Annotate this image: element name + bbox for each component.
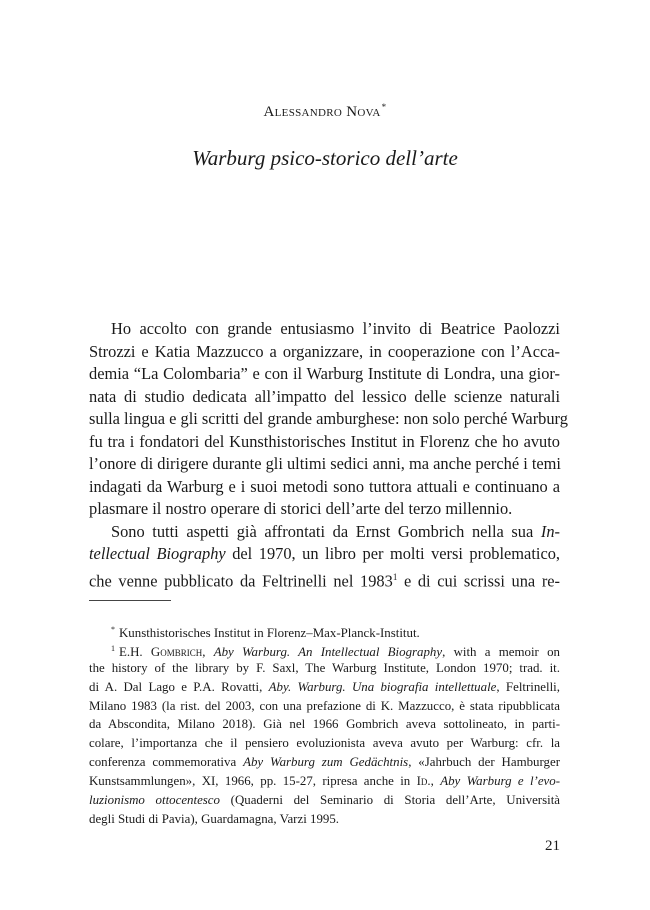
body-line <box>89 543 560 566</box>
footnote-text: Kunstsammlungen», XI, 1966, pp. 15-27, ripresa anche in <box>89 774 417 789</box>
book-title-italic: Aby Warburg zum Gedächtnis <box>243 755 409 770</box>
body-line: nata di studio dedicata all’impatto del lessico delle scienze naturali <box>89 386 560 406</box>
book-title-italic: tellectual Biography <box>89 544 226 563</box>
page-number: 21 <box>545 838 560 854</box>
footnote-text: , Feltrinelli, <box>496 679 560 694</box>
body-text-run: che venne pubblicato da Feltrinelli nel 1983 <box>89 570 393 590</box>
book-title-italic: Aby. Warburg. Una biografia intellettuale <box>268 679 497 694</box>
body-line: Strozzi e Katia Mazzucco a organizzare, in cooperazione con l’Acca- <box>89 341 560 361</box>
footnote-text: , with a memoir on <box>442 644 560 659</box>
footnote-line <box>89 678 560 697</box>
book-title-italic: Aby Warburg e l’evo- <box>440 774 561 789</box>
footnote-text: (Quaderni del Seminario di Storia dell’Arte, Università <box>219 793 560 808</box>
footnote-line <box>89 640 560 659</box>
footnote-text: Kunsthistorisches Institut in Florenz–Max-Planck-Institut. <box>119 626 420 640</box>
author-footnote-mark: * <box>381 102 387 112</box>
footnote-line <box>89 753 560 772</box>
article-title: Warburg psico-storico dell’arte <box>192 146 458 170</box>
footnote-line <box>89 791 560 810</box>
body-line: indagati da Warburg e i suoi metodi sono tuttora attuali e continuano a <box>89 476 560 496</box>
body-text-run: del 1970, un libro per molti versi problematico, <box>225 544 561 563</box>
author-smallcaps: Gombrich <box>150 644 203 659</box>
footnote-line: degli Studi di Pavia), Guardamagna, Varzi 1995. <box>89 811 340 826</box>
footnote-star <box>89 621 560 640</box>
body-line <box>89 566 560 589</box>
footnote-mark: * <box>111 625 115 634</box>
footnote-mark: 1 <box>111 643 115 653</box>
body-line: plasmare il nostro operare di storici dell’arte del terzo millennio. <box>89 499 513 518</box>
footnote-text: E.H. <box>119 644 151 659</box>
footnote-text: , <box>430 774 441 789</box>
footnote-line <box>89 772 560 791</box>
footnote-separator <box>89 600 171 601</box>
footnote-line: da Abscondita, Milano 2018). Già nel 1966 Gombrich aveva sottolineato, in parti- <box>89 717 560 732</box>
body-text <box>89 318 568 590</box>
body-line: l’onore di dirigere durante gli ultimi sedici anni, ma anche perché i temi <box>89 454 561 473</box>
footnote-reference: 1 <box>392 571 398 582</box>
body-line <box>89 521 560 544</box>
body-text-run: e di cui scrissi una re- <box>397 570 561 590</box>
footnote-text: conferenza commemorativa <box>89 755 244 770</box>
author-name <box>0 102 650 121</box>
footnote-line: Milano 1983 (la rist. del 2003, con una prefazione di K. Mazzucco, è stata ripubblicata <box>89 698 560 713</box>
body-line: demia “La Colombaria” e con il Warburg Institute di Londra, una gior- <box>89 364 560 383</box>
book-title-italic: In- <box>540 521 560 541</box>
book-title-italic: Aby Warburg. An Intellectual Biography <box>213 644 443 659</box>
body-line: fu tra i fondatori del Kunsthistorisches Institut in Florenz che ho avuto <box>89 431 560 451</box>
body-line: sulla lingua e gli scritti del grande amburghese: non solo perché Warburg <box>89 409 568 428</box>
author-smallcaps: Id. <box>416 774 431 789</box>
book-title-italic: luzionismo ottocentesco <box>89 793 220 808</box>
footnote-text: , «Jahrbuch der Hamburger <box>408 755 560 770</box>
body-text-run: Sono tutti aspetti già affrontati da Ernst Gombrich nella sua <box>111 521 541 541</box>
footnote-text: di A. Dal Lago e P.A. Rovatti, <box>89 679 269 694</box>
body-line: Ho accolto con grande entusiasmo l’invito di Beatrice Paolozzi <box>111 319 560 338</box>
author-name-text: Alessandro Nova <box>263 104 381 120</box>
footnotes <box>89 621 560 829</box>
footnote-line: colare, l’importanza che il pensiero evoluzionista aveva avuto per Warburg: cfr. la <box>89 736 560 751</box>
footnote-line: the history of the library by F. Saxl, The Warburg Institute, London 1970; trad. it. <box>89 660 560 675</box>
footnote-text: , <box>202 644 214 659</box>
